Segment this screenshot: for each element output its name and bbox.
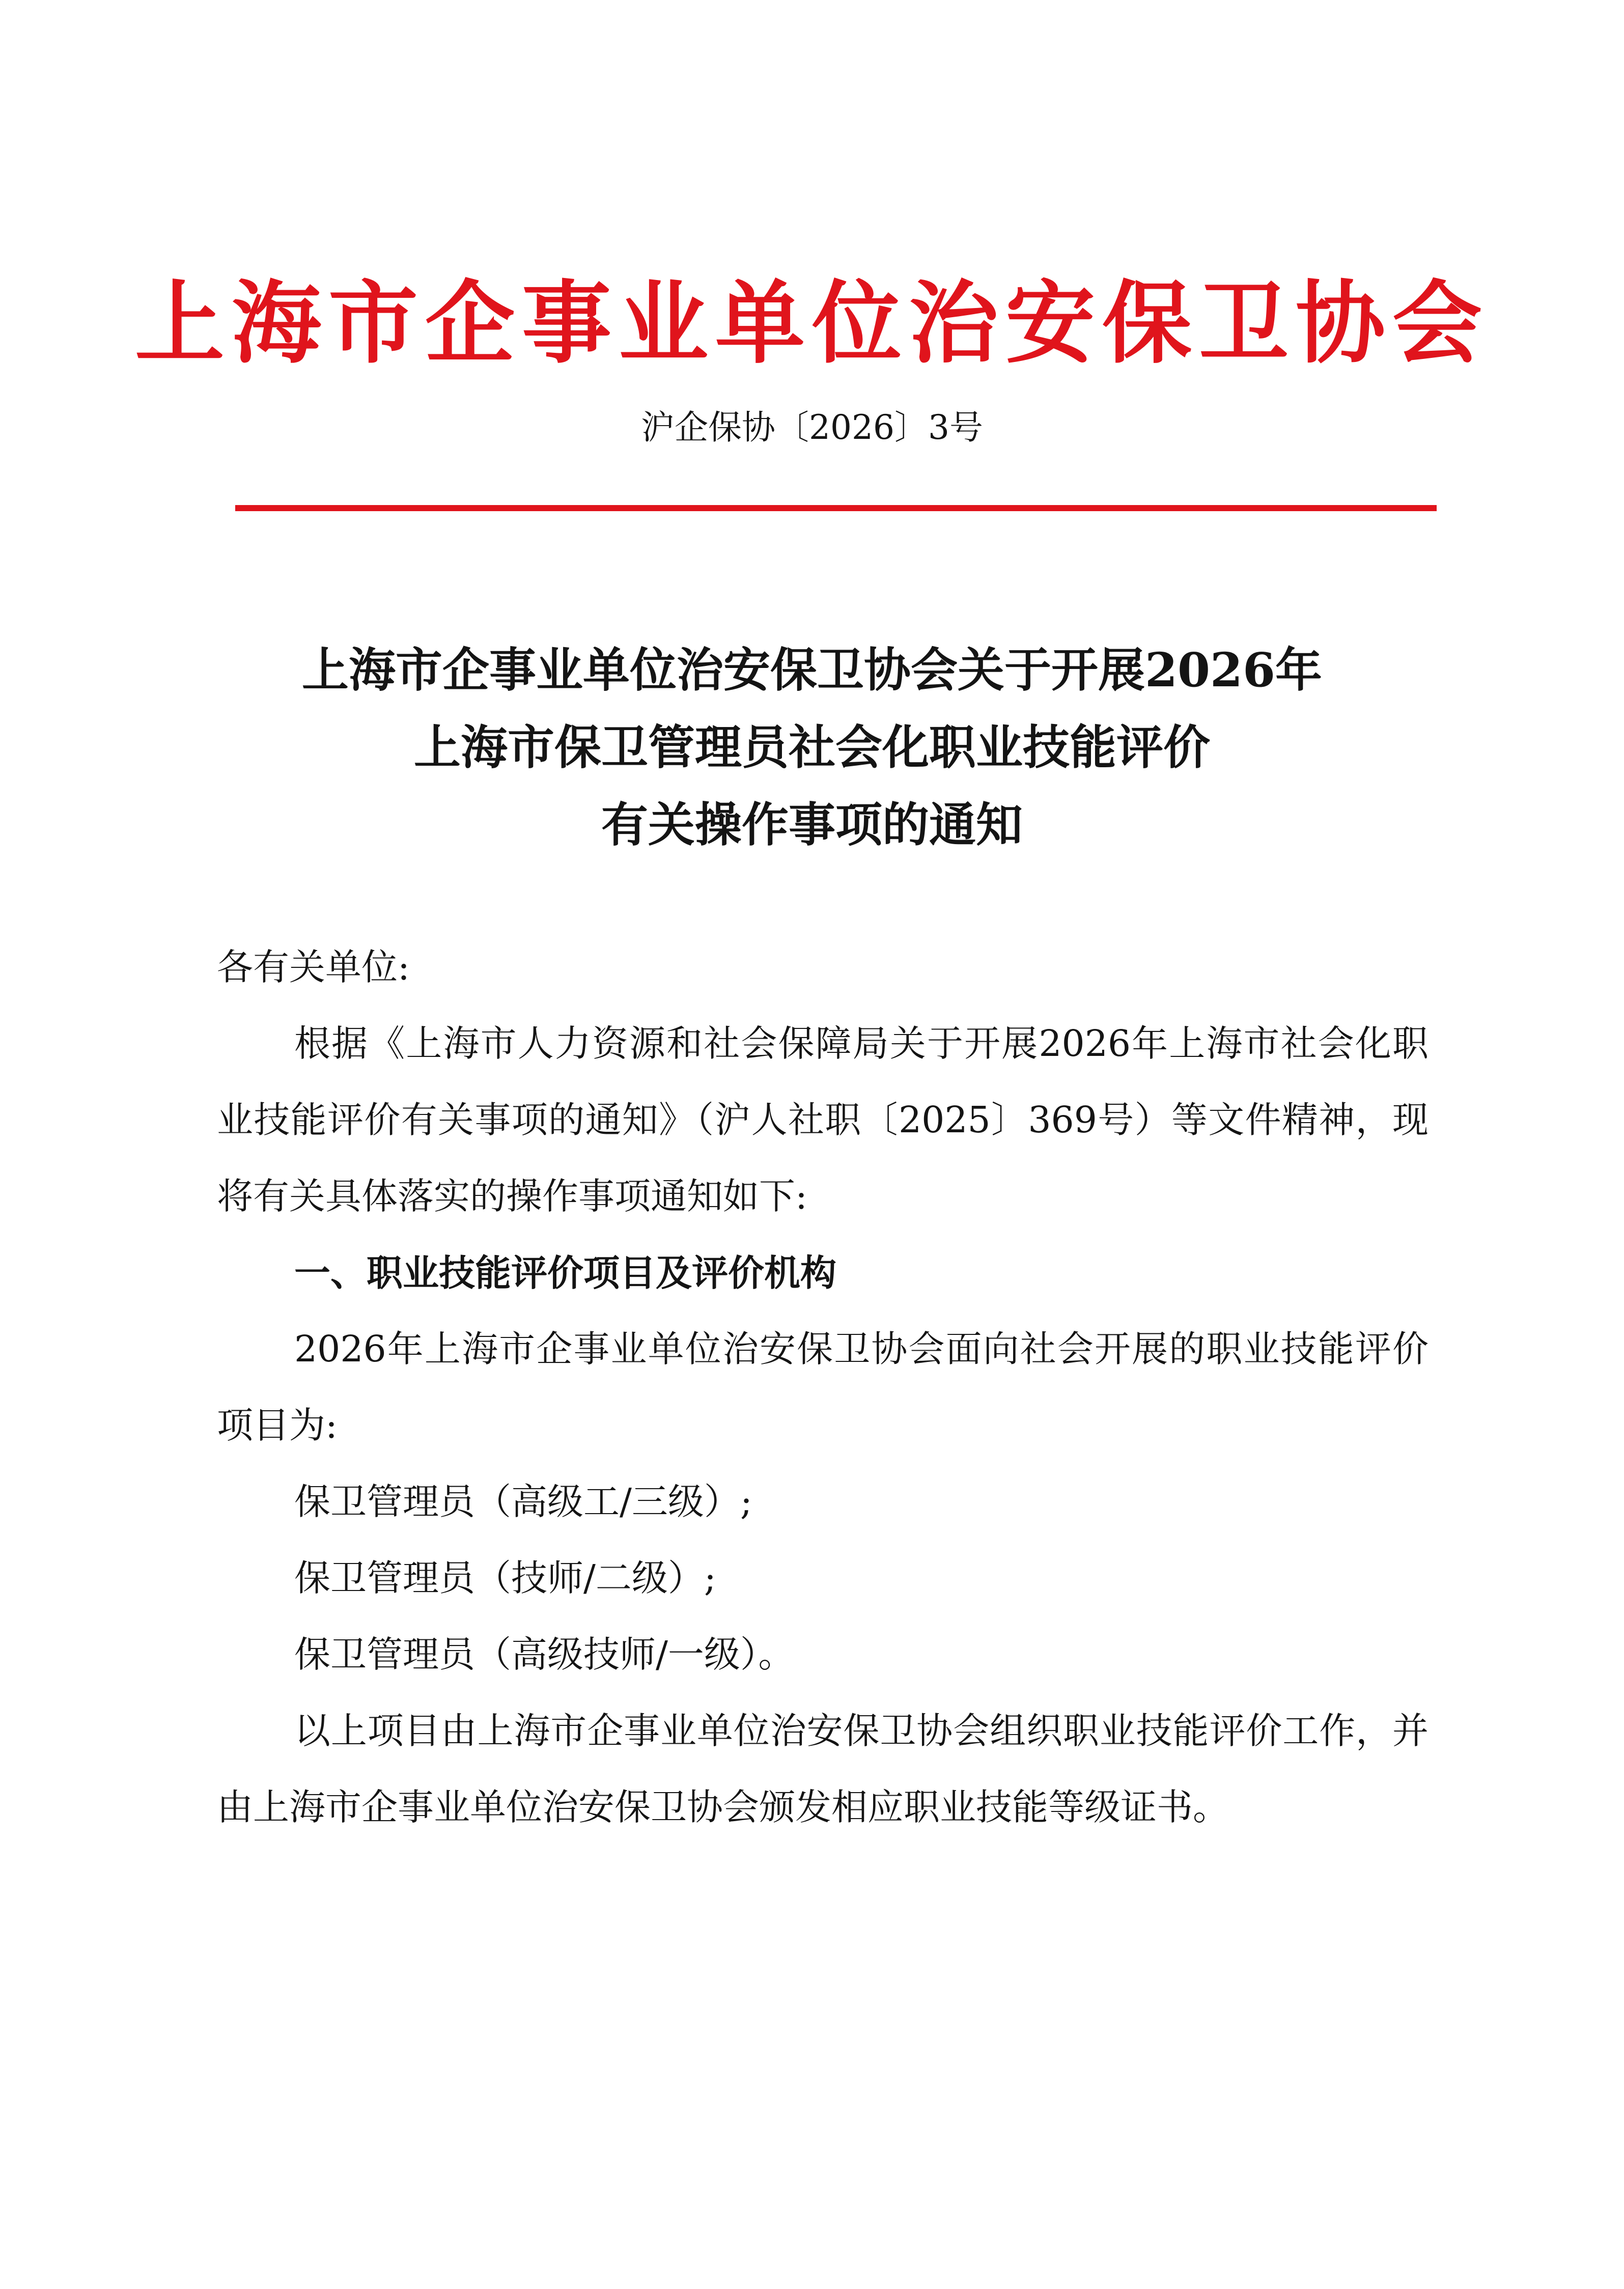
notice-title-line-1: 上海市企事业单位治安保卫协会关于开展2026年 [301,643,1323,697]
document-number: 沪企保协〔2026〕3号 [641,408,983,447]
section-1-heading: 一、职业技能评价项目及评价机构 [294,1251,837,1294]
section-1-lead-paragraph: 2026年上海市企事业单位治安保卫协会面向社会开展的职业技能评价项目为: [217,1328,1429,1446]
list-item: 保卫管理员（高级工/三级）; [294,1481,752,1523]
salutation: 各有关单位: [217,946,410,988]
notice-body [217,929,1429,1846]
notice-title-line-3: 有关操作事项的通知 [601,797,1023,852]
closing-paragraph: 以上项目由上海市企事业单位治安保卫协会组织职业技能评价工作，并由上海市企事业单位治安保卫协会颁发相应职业技能等级证书。 [217,1710,1429,1828]
list-item: 保卫管理员（高级技师/一级）。 [294,1633,795,1676]
issuing-organization-header: 上海市企事业单位治安保卫协会 [134,270,1489,376]
notice-title-line-2: 上海市保卫管理员社会化职业技能评价 [413,720,1210,775]
red-separator-line [235,505,1437,511]
notice-title [0,631,1624,863]
intro-paragraph: 根据《上海市人力资源和社会保障局关于开展2026年上海市社会化职业技能评价有关事项的通知》（沪人社职〔2025〕369号）等文件精神，现将有关具体落实的操作事项通知如下: [217,1022,1429,1217]
list-item: 保卫管理员（技师/二级）; [294,1557,716,1599]
